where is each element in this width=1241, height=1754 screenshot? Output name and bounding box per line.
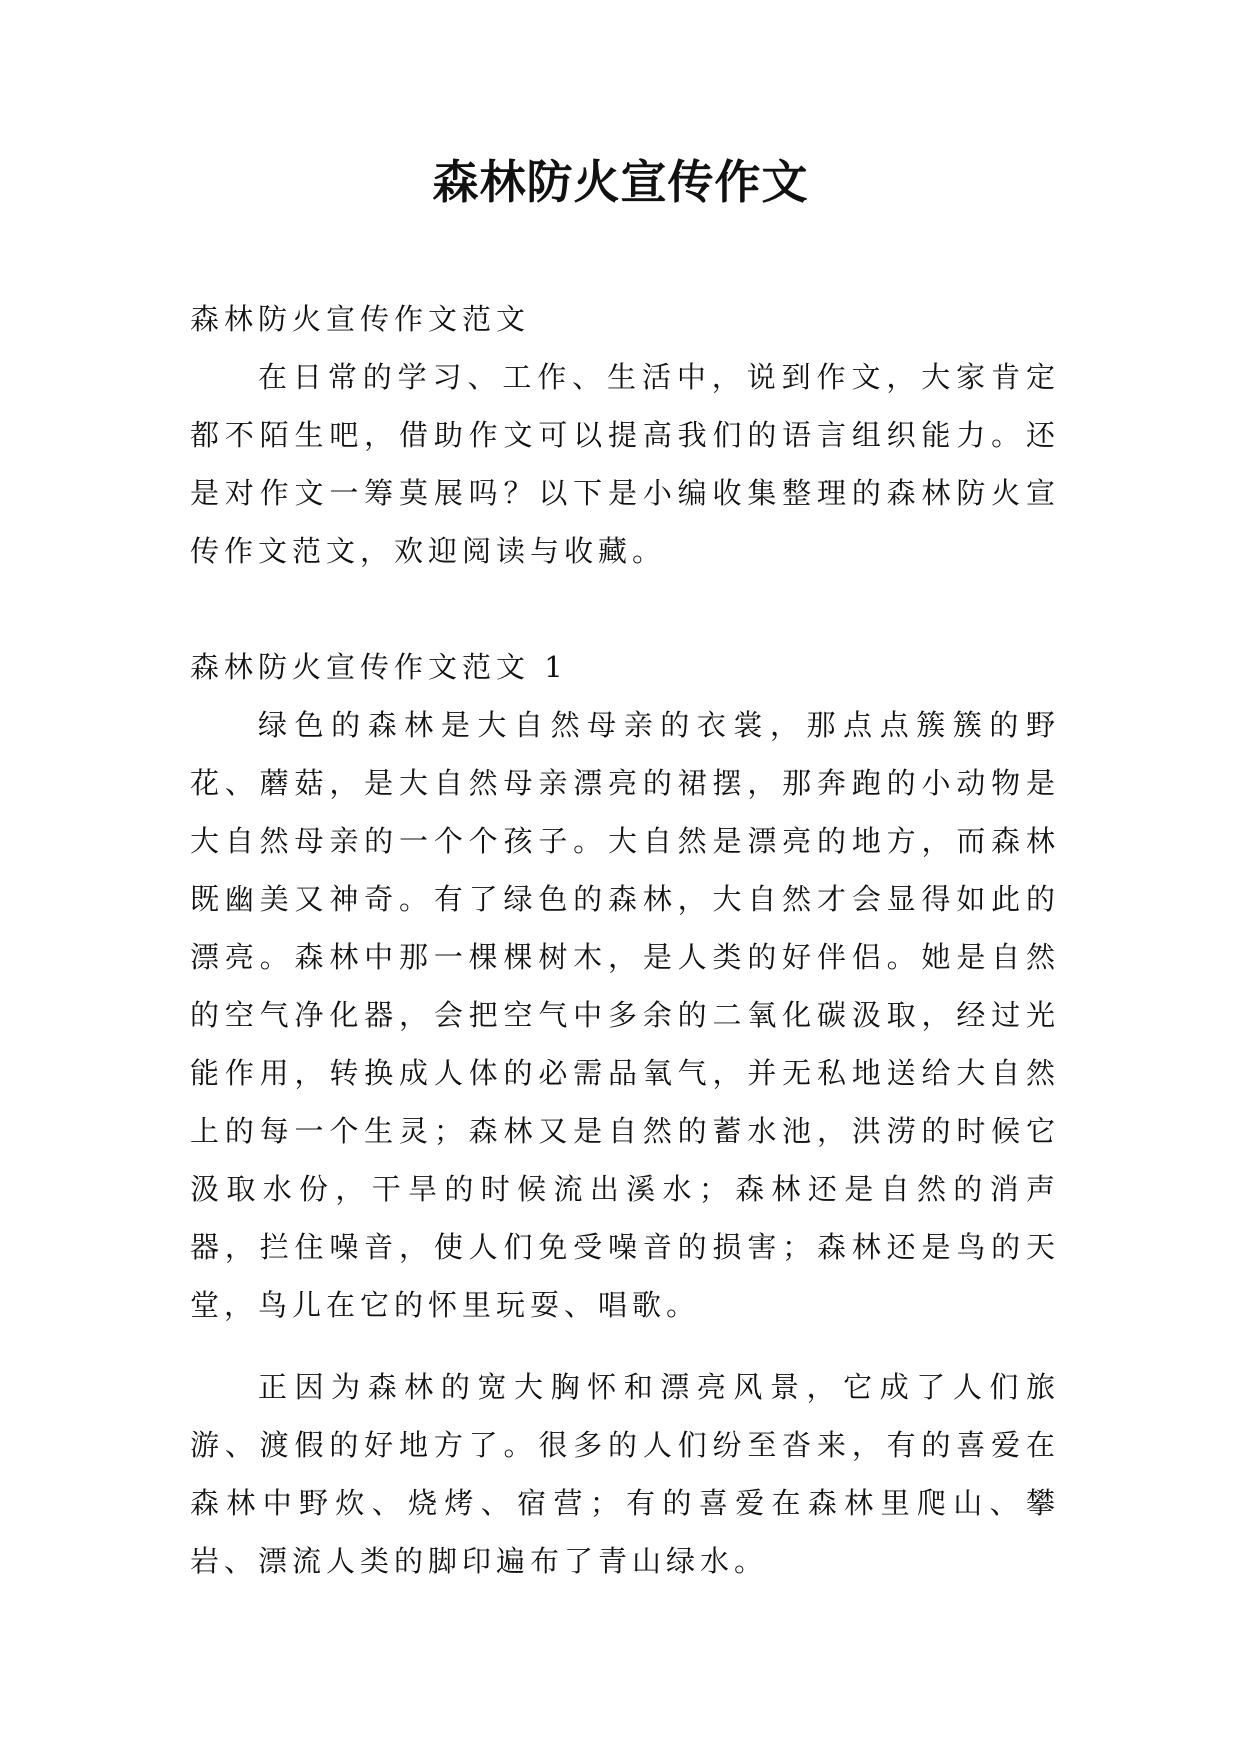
section-heading-essay-1: 森林防火宣传作文范文 1: [190, 650, 568, 684]
paragraph-spacer: [190, 1334, 1060, 1358]
document-body: [190, 290, 1060, 1590]
essay-1-paragraph-2: 正因为森林的宽大胸怀和漂亮风景，它成了人们旅游、渡假的好地方了。很多的人们纷至沓来，有的喜爱在森林中野炊、烧烤、宿营；有的喜爱在森林里爬山、攀岩、漂流人类的脚印遍布了青山绿水。: [190, 1370, 1060, 1578]
intro-paragraph: 在日常的学习、工作、生活中，说到作文，大家肯定都不陌生吧，借助作文可以提高我们的语言组织能力。还是对作文一筹莫展吗？以下是小编收集整理的森林防火宣传作文范文，欢迎阅读与收藏。: [190, 360, 1060, 568]
document-title: 森林防火宣传作文: [432, 155, 809, 209]
section-spacer: [190, 580, 1060, 638]
essay-1-paragraph-1: 绿色的森林是大自然母亲的衣裳，那点点簇簇的野花、蘑菇，是大自然母亲漂亮的裙摆，那奔跑的小动物是大自然母亲的一个个孩子。大自然是漂亮的地方，而森林既幽美又神奇。有了绿色的森林，大自然才会显得如此的漂亮。森林中那一棵棵树木，是人类的好伴侣。她是自然的空气净化器，会把空气中多余的二氧化碳汲取，经过光能作用，转换成人体的必需品氧气，并无私地送给大自然上的每一个生灵；森林又是自然的蓄水池，洪涝的时候它汲取水份，干旱的时候流出溪水；森林还是自然的消声器，拦住噪音，使人们免受噪音的损害；森林还是鸟的天堂，鸟儿在它的怀里玩耍、唱歌。: [190, 708, 1060, 1322]
section-heading-intro: 森林防火宣传作文范文: [190, 302, 531, 336]
